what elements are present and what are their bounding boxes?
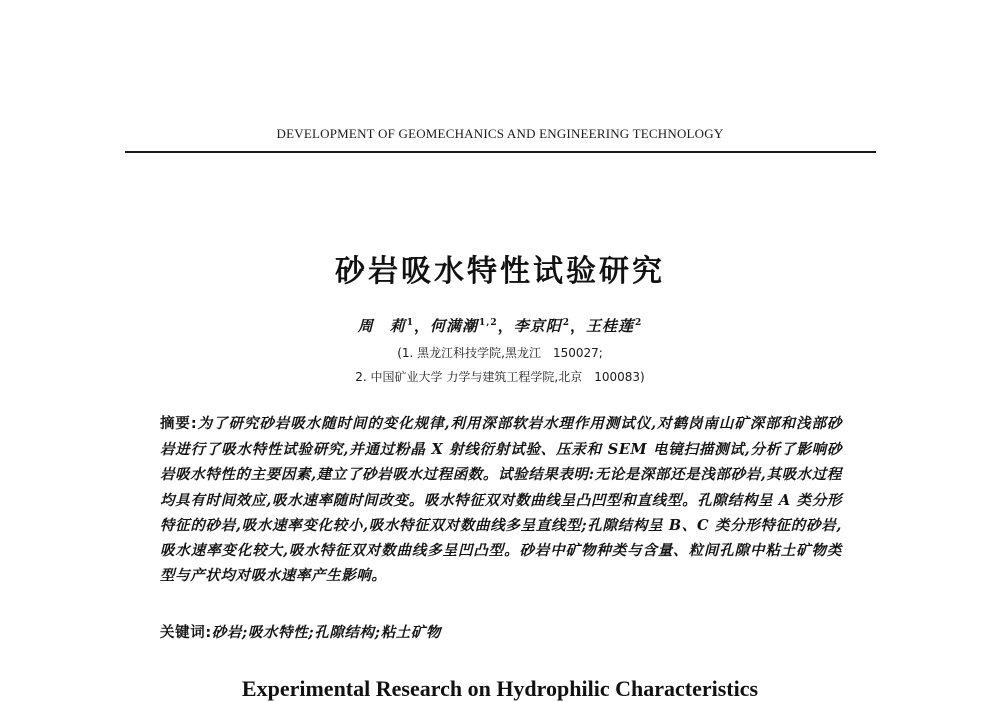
abstract-label: 摘要: [160,416,198,432]
abstract-text: 为了研究砂岩吸水随时间的变化规律,利用深部软岩水理作用测试仪,对鹤岗南山矿深部和浅部砂岩进行了吸水特性试验研究,并通过粉晶 X 射线衍射试验、压汞和 SEM 电镜扫描测试,分析了影响砂岩吸水特性的主要因素,建立了砂岩吸水过程函数。试验结果表明:无论是深部还是浅部砂岩,其吸水过程均具有时间效应,吸水速率随时间改变。吸水特征双对数曲线呈凸凹型和直线型。孔隙结构呈 A 类分形特征的砂岩,吸水速率变化较小,吸水特征双对数曲线多呈直线型;孔隙结构呈 B、C 类分形特征的砂岩,吸水速率变化较大,吸水特征双对数曲线多呈凹凸型。砂岩中矿物种类与含量、粒间孔隙中粘土矿物类型与产状均对吸水速率产生影响。 [160,415,842,585]
keywords-text: 砂岩;吸水特性;孔隙结构;粘土矿物 [211,624,441,641]
author-list [0,315,1000,336]
affiliation-line: (1. 黑龙江科技学院,黑龙江 150027; [397,346,603,360]
author-name: 周 莉$^1$ [357,317,414,335]
author-affiliation-mark: 2 [562,318,570,328]
affiliation-line: 2. 中国矿业大学 力学与建筑工程学院,北京 100083) [355,370,645,384]
header-rule [125,151,876,153]
author-separator: ， [569,317,586,335]
paper-title-en: Experimental Research on Hydrophilic Characteristics [241,676,759,701]
paper-title-cn: 砂岩吸水特性试验研究 [335,254,665,289]
abstract [160,411,842,588]
author-name: 李京阳$^2$ [513,317,570,335]
author-separator: ， [413,317,430,335]
author-affiliation-mark: 1 [406,318,414,328]
author-affiliation-mark: 1,2 [479,318,498,328]
keywords-label: 关键词: [160,625,212,641]
author-separator: ， [497,317,514,335]
author-name: 王桂莲$^2$ [586,317,643,335]
keywords [160,621,842,642]
author-affiliation-mark: 2 [635,318,643,328]
journal-header: DEVELOPMENT OF GEOMECHANICS AND ENGINEERING TECHNOLOGY [276,126,724,141]
author-name: 何满潮$^{1,2}$ [430,317,498,335]
